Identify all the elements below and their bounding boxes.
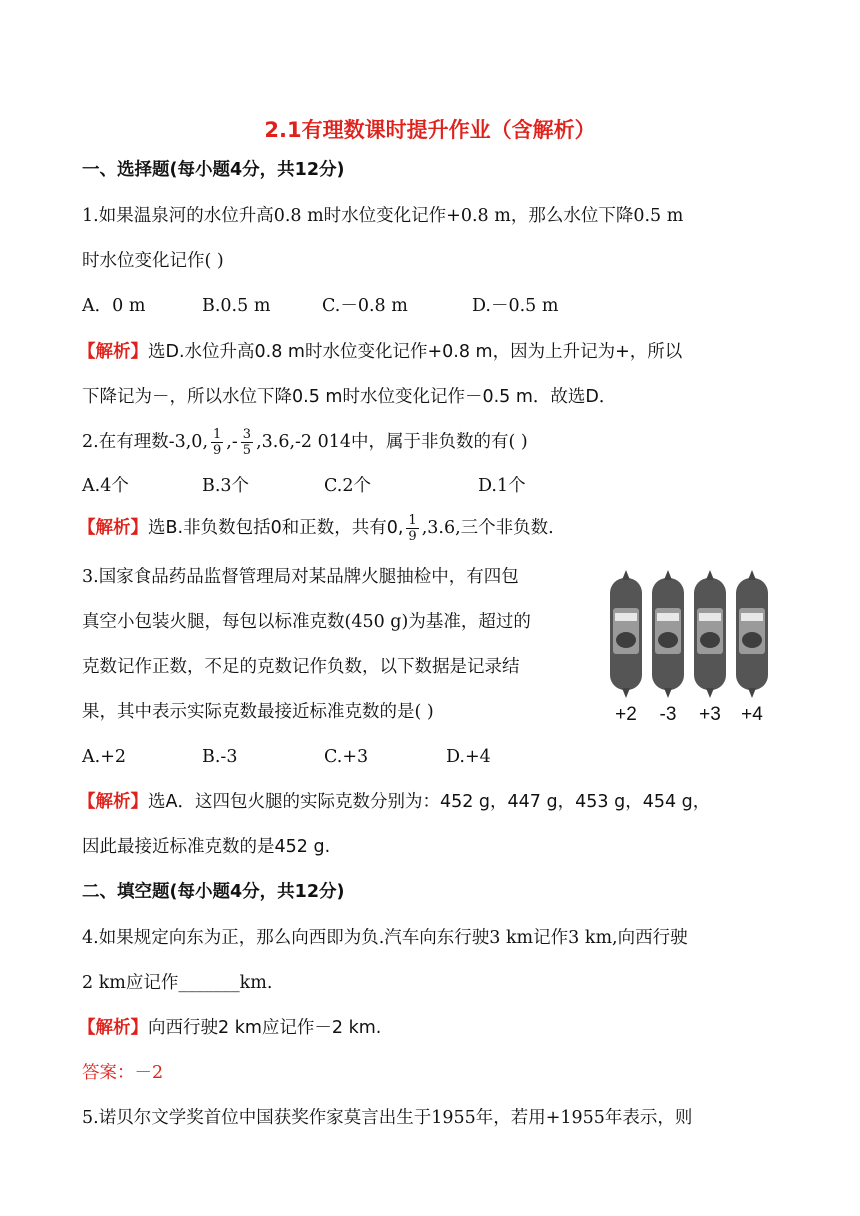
q2-option-d: D.1个: [478, 476, 526, 496]
fraction-numerator: 3: [242, 427, 252, 442]
q2-stem-prefix: 2.在有理数-3,0,: [82, 432, 209, 452]
section-heading-fill: 二、填空题(每小题4分，共12分): [82, 882, 345, 902]
q3-option-b: B.-3: [202, 747, 238, 767]
analysis-tag: 【解析】: [78, 792, 148, 812]
ham-label: +2: [615, 704, 637, 725]
ham-packages-illustration: [604, 568, 776, 728]
q2-fraction-2: [241, 427, 253, 458]
q2-option-c: C.2个: [324, 476, 371, 496]
q4-analysis: [78, 1016, 778, 1040]
q1-stem-line2: 时水位变化记作( ): [82, 251, 224, 271]
q4-stem-line2: 2 km应记作_______km.: [82, 973, 273, 993]
q2-stem-suffix: ,3.6,-2 014中，属于非负数的有( ): [256, 432, 528, 452]
analysis-tag: 【解析】: [78, 518, 148, 538]
q2-stem: [82, 420, 782, 464]
q3-options: [82, 745, 782, 769]
q1-option-b: B.0.5 m: [202, 296, 271, 316]
q2-option-b: B.3个: [202, 476, 250, 496]
fraction-numerator: 1: [408, 513, 417, 528]
ham-label: +3: [699, 704, 721, 725]
q1-option-d: D.－0.5 m: [472, 296, 559, 316]
ham-packages-image: [604, 568, 776, 728]
ham-label: -3: [659, 704, 677, 725]
q3-option-a: A.+2: [82, 747, 126, 767]
q3-analysis-line2: 因此最接近标准克数的是452 g.: [82, 837, 331, 857]
q2-fraction-1: [211, 427, 223, 458]
q5-stem-line1: 5.诺贝尔文学奖首位中国获奖作家莫言出生于1955年，若用+1955年表示，则: [82, 1108, 693, 1128]
q2-analysis-suffix: ,3.6,三个非负数.: [421, 518, 554, 538]
q1-analysis-line2: 下降记为－，所以水位下降0.5 m时水位变化记作－0.5 m．故选D．: [82, 387, 617, 407]
q1-option-a: A．0 m: [82, 296, 146, 316]
q1-option-c: C.－0.8 m: [322, 296, 408, 316]
q3-stem-line4: 果，其中表示实际克数最接近标准克数的是( ): [82, 702, 434, 722]
q3-stem-line1: 3.国家食品药品监督管理局对某品牌火腿抽检中，有四包: [82, 567, 519, 587]
ham-package: [652, 570, 684, 698]
q2-option-a: A.4个: [82, 476, 129, 496]
analysis-tag: 【解析】: [78, 1018, 148, 1038]
q3-stem-line2: 真空小包装火腿，每包以标准克数(450 g)为基准，超过的: [82, 612, 531, 632]
ham-package: [694, 570, 726, 698]
q1-analysis-line1: [78, 340, 778, 364]
q2-analysis-prefix: 选B.非负数包括0和正数，共有0,: [148, 518, 404, 538]
q2-analysis: [78, 506, 778, 550]
q2-analysis-fraction: [406, 513, 418, 544]
q2-stem-mid: ,-: [226, 432, 238, 452]
ham-package: [610, 570, 642, 698]
ham-label: +4: [741, 704, 763, 725]
q4-analysis-text: 向西行驶2 km应记作－2 km.: [148, 1018, 382, 1038]
ham-package: [736, 570, 768, 698]
q3-analysis-text1: 选A．这四包火腿的实际克数分别为：452 g，447 g，453 g，454 g，: [148, 792, 711, 812]
fraction-numerator: 1: [213, 427, 222, 442]
section-heading-choice: 一、选择题(每小题4分，共12分): [82, 160, 345, 180]
fraction-denominator: 9: [408, 529, 417, 544]
q4-stem-line1: 4.如果规定向东为正，那么向西即为负.汽车向东行驶3 km记作3 km,向西行驶: [82, 928, 688, 948]
analysis-tag: 【解析】: [78, 342, 148, 362]
fraction-denominator: 5: [242, 443, 252, 458]
q3-analysis-line1: [78, 790, 778, 814]
q1-options: [82, 294, 782, 318]
q1-stem-line1: 1.如果温泉河的水位升高0.8 m时水位变化记作+0.8 m，那么水位下降0.5 m: [82, 206, 684, 226]
q3-option-c: C.+3: [324, 747, 369, 767]
q3-stem-line3: 克数记作正数，不足的克数记作负数，以下数据是记录结: [82, 657, 520, 677]
q2-options: [82, 474, 782, 498]
q4-answer: 答案：－2: [82, 1063, 164, 1083]
fraction-denominator: 9: [213, 443, 222, 458]
q3-option-d: D.+4: [446, 747, 491, 767]
page-title: 2.1有理数课时提升作业（含解析）: [264, 118, 596, 142]
q1-analysis-text1: 选D.水位升高0.8 m时水位变化记作+0.8 m，因为上升记为+，所以: [148, 342, 683, 362]
